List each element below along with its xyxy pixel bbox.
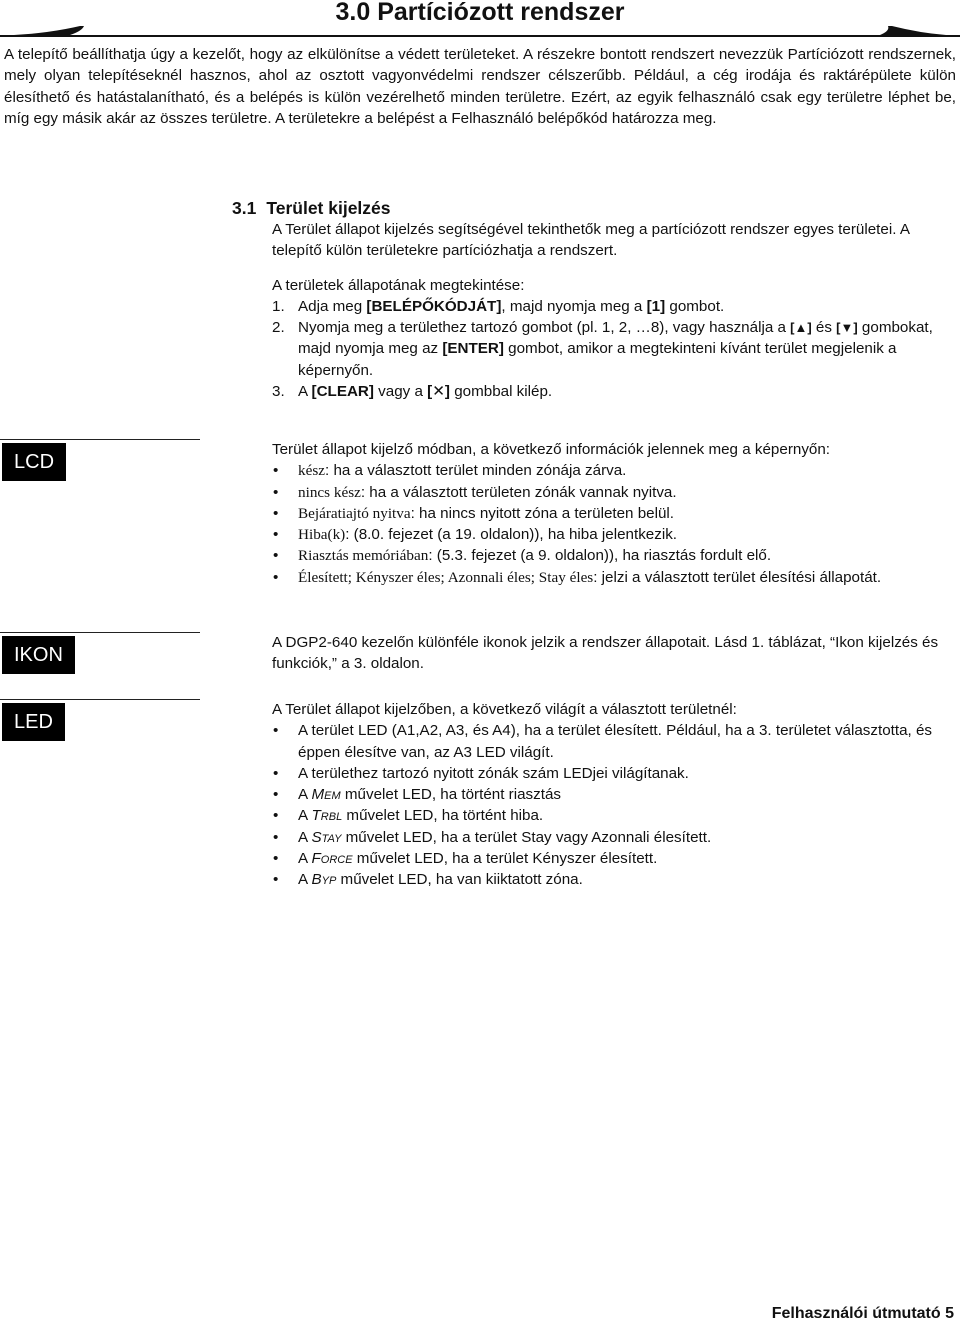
led-section — [272, 699, 956, 891]
key-label: [CLEAR] — [311, 383, 374, 401]
list-item — [272, 763, 956, 784]
led-text: művelet LED, ha van kiiktatott zóna. — [336, 871, 583, 889]
led-key: Byp — [311, 871, 337, 889]
ikon-section — [272, 632, 956, 675]
led-text: művelet LED, ha a terület Stay vagy Azonnali élesített. — [341, 828, 712, 846]
steps-list — [272, 296, 956, 402]
section-number: 3.1 — [232, 198, 257, 218]
list-item — [272, 545, 956, 566]
led-text: A területhez tartozó nyitott zónák szám LEDjei világítanak. — [298, 764, 689, 782]
led-text: A — [298, 850, 312, 868]
step-text: és — [811, 319, 837, 337]
list-item — [272, 460, 956, 481]
step-text: Nyomja meg a területhez tartozó gombot (pl. 1, 2, …8), vagy használja a — [298, 319, 791, 337]
list-item — [272, 720, 956, 763]
led-key: Stay — [311, 828, 342, 846]
lcd-text: : (8.0. fejezet (a 19. oldalon)), ha hiba jelentkezik. — [345, 526, 678, 544]
step-text: A — [298, 383, 312, 401]
lcd-list — [272, 460, 956, 588]
led-text: A — [298, 828, 312, 846]
step-number: 1. — [272, 297, 285, 315]
step-number: 2. — [272, 319, 285, 337]
led-text: A — [298, 786, 312, 804]
lcd-term: nincs kész — [298, 483, 361, 501]
led-intro: A Terület állapot kijelzőben, a következő világít a választott területnél: — [272, 701, 737, 718]
lcd-text: : ha a választott területen zónák vannak nyitva. — [360, 483, 677, 501]
list-item — [272, 524, 956, 545]
led-text: A — [298, 807, 312, 825]
step-number: 3. — [272, 383, 285, 401]
ikon-divider — [0, 632, 200, 633]
lcd-text: : jelzi a választott terület élesítési állapotát. — [593, 568, 882, 586]
step-text: gombokat, majd nyomja meg az — [298, 319, 933, 358]
list-item — [272, 848, 956, 869]
lcd-text: : ha nincs nyitott zóna a területen belül. — [410, 504, 675, 522]
step-item — [272, 381, 956, 402]
step-text: Adja meg — [298, 297, 367, 315]
step-text: gombot, amikor a megtekinteni kívánt terület megjelenik a képernyőn. — [298, 340, 897, 379]
led-divider — [0, 699, 200, 700]
step-text: vagy a — [373, 383, 428, 401]
list-item — [272, 482, 956, 503]
view-heading: A területek állapotának megtekintése: — [272, 276, 525, 294]
led-text: művelet LED, ha a terület Kényszer élesített. — [352, 850, 658, 868]
ikon-badge: IKON — [2, 636, 75, 674]
section-body — [272, 219, 956, 402]
lcd-badge: LCD — [2, 443, 66, 481]
close-key-icon: [✕] — [427, 383, 450, 401]
intro-paragraph: A telepítő beállíthatja úgy a kezelőt, hogy az elkülönítse a védett területeket. A részekre bontott rendszert nevezzük Partíciózott rendszernek, mely olyan telepítéseknél hasznos, ahol az osztott vagyonvédelmi rendszer célszerűbb. Például, a cég irodája és raktárépülete külön élesíthető és hatástalanítható, és a belépés is külön vezérelhető minden területre. Ezért, az egyik felhasználó csak egy területre léphet be, míg egy másik akár az összes területre. A területekre a belépést a Felhasználó belépőkód határozza meg. — [4, 46, 956, 127]
lcd-term: Bejáratiajtó nyitva — [298, 504, 411, 522]
key-label: [1] — [646, 297, 666, 315]
section-description: A Terület állapot kijelzés segítségével tekinthetők meg a partíciózott rendszer egyes területei. A telepítő külön területekre partíciózhatja a rendszert. — [272, 221, 910, 260]
list-item — [272, 869, 956, 890]
step-item — [272, 317, 956, 381]
step-text: gombot. — [665, 297, 725, 315]
up-arrow-key: [▲] — [790, 320, 812, 336]
led-text: A — [298, 871, 312, 889]
led-text: művelet LED, ha történt hiba. — [342, 807, 544, 825]
header-rule — [0, 24, 960, 38]
step-text: gombbal kilép. — [449, 383, 553, 401]
led-key: Mem — [311, 786, 341, 804]
lcd-text: : ha a választott terület minden zónája zárva. — [325, 462, 627, 480]
led-text: A terület LED (A1,A2, A3, és A4), ha a terület élesített. Például, ha a 3. területet választotta, és éppen élesítve van, az A3 LED világít. — [298, 722, 933, 761]
key-label: [ENTER] — [442, 340, 504, 358]
led-badge: LED — [2, 703, 65, 741]
lcd-term: Riasztás memóriában — [298, 547, 429, 565]
down-arrow-key: [▼] — [836, 320, 858, 336]
lcd-intro: Terület állapot kijelző módban, a következő információk jelennek meg a képernyőn: — [272, 441, 831, 458]
list-item — [272, 567, 956, 588]
list-item — [272, 827, 956, 848]
lcd-divider — [0, 439, 200, 440]
led-key: Force — [311, 850, 353, 868]
lcd-text: : (5.3. fejezet (a 9. oldalon)), ha riasztás fordult elő. — [428, 547, 772, 565]
key-label: [BELÉPŐKÓDJÁT] — [366, 297, 502, 315]
list-item — [272, 503, 956, 524]
step-item — [272, 296, 956, 317]
led-key: Trbl — [311, 807, 343, 825]
led-list — [272, 720, 956, 890]
lcd-term: Hiba(k) — [298, 526, 346, 544]
step-text: , majd nyomja meg a — [501, 297, 647, 315]
lcd-term: kész — [298, 462, 325, 480]
lcd-section — [272, 439, 956, 588]
list-item — [272, 784, 956, 805]
page-footer: Felhasználói útmutató 5 — [771, 1305, 954, 1322]
section-heading — [232, 197, 391, 219]
page-title: 3.0 Partíciózott rendszer — [335, 0, 625, 26]
ikon-text: A DGP2-640 kezelőn különféle ikonok jelzik a rendszer állapotait. Lásd 1. táblázat, “Ikon kijelzés és funkciók,” a 3. oldalon. — [272, 634, 939, 673]
list-item — [272, 805, 956, 826]
led-text: művelet LED, ha történt riasztás — [340, 786, 561, 804]
lcd-term: Élesített; Kényszer éles; Azonnali éles; Stay éles — [298, 568, 594, 586]
section-title: Terület kijelzés — [266, 198, 391, 218]
